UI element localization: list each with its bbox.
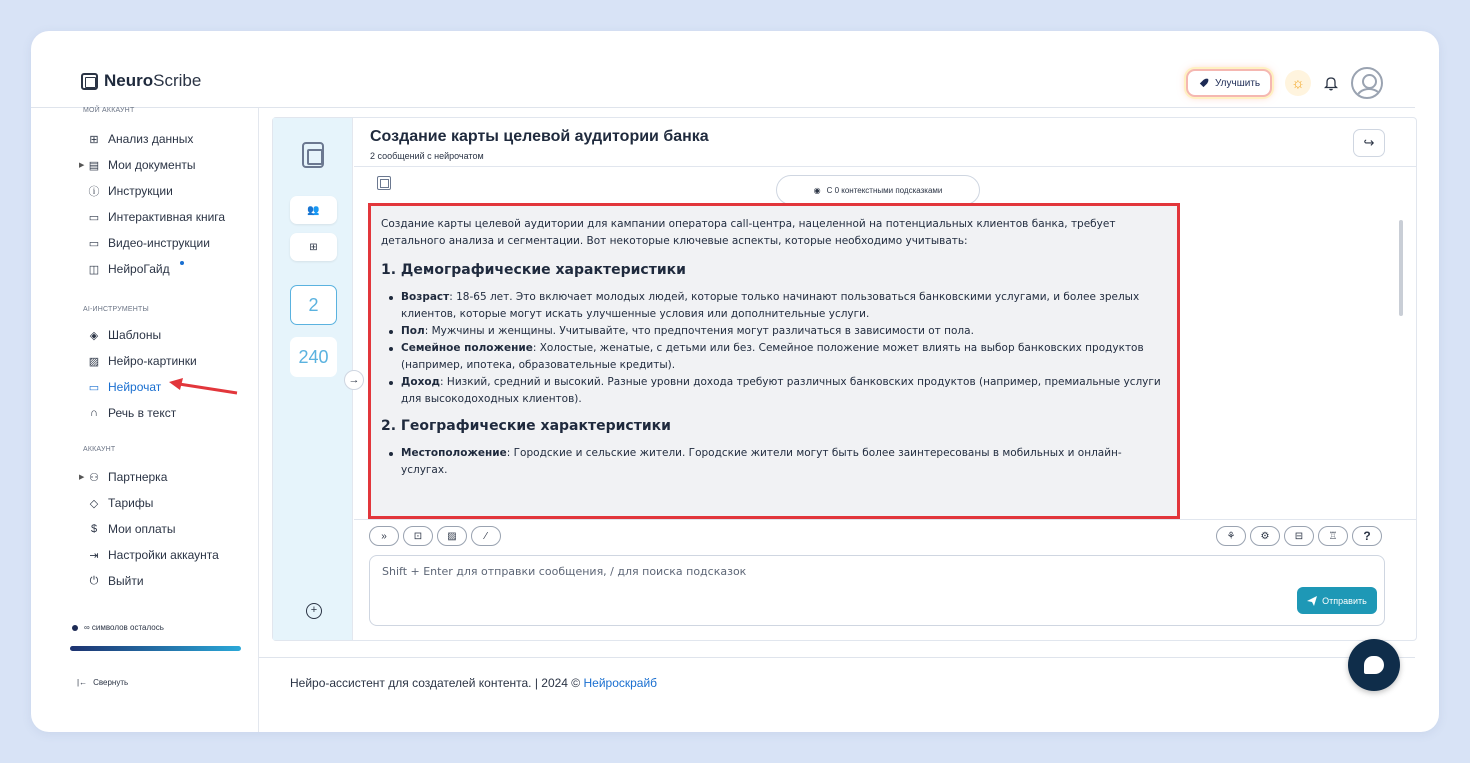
- sidebar-item-partner[interactable]: [88, 470, 167, 484]
- section-label-account: МОЙ АККАУНТ: [83, 107, 135, 114]
- image-icon: ▨: [447, 530, 457, 542]
- help-label: ?: [1363, 529, 1371, 543]
- upgrade-label: Улучшить: [1215, 77, 1261, 89]
- send-icon: [1307, 596, 1317, 606]
- sidebar-item-my-documents[interactable]: [88, 158, 195, 172]
- sun-icon: ☼: [1291, 74, 1305, 92]
- sidebar-item-neuroguide[interactable]: [88, 262, 184, 276]
- chat-left-rail: [273, 118, 353, 640]
- chat-title: Создание карты целевой аудитории банка: [370, 128, 709, 145]
- robot-button[interactable]: [1318, 526, 1348, 546]
- message-intro: Создание карты целевой аудитории для кампании оператора call-центра, нацеленной на потенциальных клиентов банка, требует детального анализа и сегментации. Вот некоторые ключевые аспекты, которые необходимо учитывать:: [381, 218, 1116, 247]
- sidebar-item-label: Видео-инструкции: [108, 236, 210, 250]
- list-item-term: Доход: [401, 376, 441, 388]
- symbols-progress-bar: [70, 646, 241, 651]
- list-item: [389, 374, 1167, 408]
- list-item-term: Семейное положение: [401, 342, 533, 354]
- wand-icon: ⁄: [485, 530, 487, 542]
- share-icon: ↪: [1363, 135, 1375, 150]
- symbols-remaining-label: ∞ символов осталось: [84, 623, 164, 632]
- list-item-text: : Низкий, средний и высокий. Разные уровни дохода требуют различных банковских продуктов (например, премиальные услуги для высокодоходных клиентов).: [401, 376, 1161, 405]
- sidebar-item-video-instructions[interactable]: [88, 236, 210, 250]
- sidebar-item-label: Нейрочат: [108, 380, 162, 394]
- message-composer: [369, 555, 1385, 626]
- sidebar-item-label: Выйти: [108, 574, 144, 588]
- list-item: [389, 445, 1167, 479]
- app-window: [31, 31, 1439, 732]
- section-heading: 2. Географические характеристики: [381, 418, 671, 434]
- footer-link[interactable]: Нейроскрайб: [583, 676, 658, 690]
- avatar[interactable]: [1351, 67, 1383, 99]
- layout-button[interactable]: [1284, 526, 1314, 546]
- add-chat-button[interactable]: +: [306, 603, 322, 619]
- theme-toggle-button[interactable]: [1285, 70, 1311, 96]
- sidebar-item-label: Интерактивная книга: [108, 210, 226, 224]
- collapse-sidebar-button[interactable]: [77, 678, 128, 687]
- layout-icon: ⊟: [1294, 530, 1304, 542]
- divider: [259, 657, 1415, 658]
- headphones-icon: ∩: [90, 407, 98, 419]
- list-item-term: Местоположение: [401, 447, 507, 459]
- chevron-right-icon[interactable]: ▶: [79, 162, 85, 169]
- geography-list: [389, 445, 1167, 479]
- sidebar-item-label: Мои оплаты: [108, 522, 176, 536]
- video-icon: ▭: [88, 237, 100, 250]
- chat-subtitle: 2 сообщений с нейрочатом: [370, 151, 484, 161]
- assistant-avatar-icon: [377, 176, 391, 190]
- sidebar-item-label: Речь в текст: [108, 406, 177, 420]
- power-icon: ⏻: [89, 574, 99, 587]
- expand-arrow-button[interactable]: [344, 370, 364, 390]
- logo-icon: [81, 73, 98, 90]
- context-hints-pill[interactable]: [776, 175, 980, 205]
- brand-bold: Neuro: [104, 71, 154, 90]
- robot-icon: ♖: [1328, 530, 1338, 542]
- sidebar-item-label: Инструкции: [108, 184, 173, 198]
- sidebar-item-label: Настройки аккаунта: [108, 548, 219, 562]
- sidebar-item-account-settings[interactable]: [88, 548, 219, 562]
- list-item-term: Пол: [401, 325, 425, 337]
- sidebar-item-instructions[interactable]: [88, 184, 173, 198]
- gear-icon: ⚙: [1260, 530, 1270, 542]
- chat-panel: [272, 117, 1417, 641]
- message-count-badge: 2: [290, 285, 337, 325]
- sidebar-item-speech-to-text[interactable]: [88, 406, 176, 420]
- puzzle-icon: ⚘: [1226, 530, 1236, 542]
- red-arrow-annotation: [169, 378, 239, 398]
- sidebar-item-data-analysis[interactable]: [88, 132, 193, 146]
- demographics-list: [389, 289, 1167, 408]
- list-item: [389, 289, 1167, 323]
- send-label: Отправить: [1322, 595, 1367, 606]
- image-icon: ▨: [88, 355, 100, 368]
- sidebar-item-templates[interactable]: [88, 328, 161, 342]
- document-icon: ▤: [88, 159, 100, 172]
- support-chat-button[interactable]: [1348, 639, 1400, 691]
- grid-icon: ⊞: [309, 241, 318, 253]
- magic-wand-button[interactable]: [471, 526, 501, 546]
- users-icon: ⚇: [89, 471, 99, 484]
- list-item-text: : Городские и сельские жители. Городские жители могут быть более заинтересованы в мобильных и онлайн-услугах.: [401, 447, 1122, 476]
- palette-icon: ◉: [813, 185, 821, 195]
- section-heading: 1. Демографические характеристики: [381, 262, 686, 278]
- sidebar-item-label: Шаблоны: [108, 328, 162, 342]
- export-button[interactable]: [403, 526, 433, 546]
- scroll-down-button[interactable]: [369, 526, 399, 546]
- list-item-text: : Мужчины и женщины. Учитывайте, что предпочтения могут различаться в зависимости от пола.: [424, 325, 974, 337]
- send-button[interactable]: [1297, 587, 1377, 614]
- plugin-button[interactable]: [1216, 526, 1246, 546]
- upgrade-button[interactable]: [1186, 69, 1272, 97]
- message-input[interactable]: [382, 565, 1262, 578]
- sidebar-item-interactive-book[interactable]: [88, 210, 225, 224]
- help-circle-icon: ⓘ: [88, 186, 100, 198]
- sidebar-item-label: Тарифы: [108, 496, 154, 510]
- total-count-badge: 240: [290, 337, 337, 377]
- sidebar-item-label: Нейро-картинки: [108, 354, 197, 368]
- guide-icon: ◫: [88, 263, 100, 276]
- book-icon: ▭: [88, 211, 100, 224]
- chevron-right-icon[interactable]: ▶: [79, 474, 85, 481]
- dollar-icon: $: [90, 523, 98, 535]
- sidebar-item-logout[interactable]: [88, 574, 144, 588]
- tag-icon: ◇: [89, 497, 99, 510]
- sidebar-item-neuro-images[interactable]: [88, 354, 197, 368]
- list-item-text: : Холостые, женатые, с детьми или без. Семейное положение может влиять на выбор банковских продуктов (например, ипотека, образовательные кредиты).: [401, 342, 1144, 371]
- collapse-icon: |←: [77, 678, 88, 687]
- settings-button[interactable]: [1250, 526, 1280, 546]
- grid-button[interactable]: [290, 233, 337, 261]
- users-icon: 👥: [307, 204, 320, 216]
- section-label-account-settings: АККАУНТ: [83, 446, 116, 453]
- share-button[interactable]: [1353, 129, 1385, 157]
- context-hints-label: С 0 контекстными подсказками: [826, 185, 943, 195]
- collapse-label: Свернуть: [93, 678, 129, 687]
- sidebar: [31, 108, 259, 732]
- list-item: [389, 340, 1167, 374]
- sidebar-item-tariffs[interactable]: [88, 496, 153, 510]
- composer-toolbar-left: [369, 526, 501, 546]
- notifications-button[interactable]: [1319, 71, 1343, 95]
- status-dot: [72, 625, 78, 631]
- assistant-message: [368, 203, 1180, 519]
- brand-light: Scribe: [153, 71, 202, 90]
- sidebar-item-neurochat[interactable]: [88, 380, 161, 394]
- sidebar-item-payments[interactable]: [88, 522, 176, 536]
- rocket-icon: [1198, 78, 1209, 89]
- footer: [290, 676, 657, 690]
- section-label-ai-tools: AI-ИНСТРУМЕНТЫ: [83, 306, 149, 313]
- divider: [354, 519, 1416, 520]
- footer-text: Нейро-ассистент для создателей контента. | 2024 ©: [290, 676, 584, 690]
- image-button[interactable]: [437, 526, 467, 546]
- composer-toolbar-right: [1216, 526, 1382, 546]
- save-icon: ⊡: [413, 530, 423, 542]
- top-bar: [31, 31, 1415, 108]
- sidebar-item-label: Мои документы: [108, 158, 196, 172]
- sidebar-item-label: НейроГайд: [108, 262, 170, 276]
- arrow-right-icon: →: [348, 374, 360, 386]
- symbols-remaining: [72, 623, 164, 632]
- users-button[interactable]: [290, 196, 337, 224]
- sidebar-item-label: Анализ данных: [108, 132, 194, 146]
- scrollbar[interactable]: [1399, 220, 1403, 316]
- grid-icon: ⊞: [89, 133, 99, 146]
- list-item-text: : 18-65 лет. Это включает молодых людей, которые только начинают пользоваться банковскими услугами, и более зрелых клиентов, которые могут искать улучшенные условия или дополнительные услуги.: [401, 291, 1140, 320]
- list-item: [389, 323, 1167, 340]
- settings-icon: ⇥: [89, 549, 99, 562]
- divider: [354, 166, 1416, 167]
- bell-icon: [1324, 75, 1338, 91]
- list-item-term: Возраст: [401, 291, 450, 303]
- sidebar-item-label: Партнерка: [108, 470, 168, 484]
- layers-icon: ◈: [89, 329, 99, 342]
- help-button[interactable]: [1352, 526, 1382, 546]
- chat-icon: ▭: [88, 381, 100, 394]
- chevrons-down-icon: »: [381, 530, 387, 542]
- new-indicator-dot: [180, 261, 184, 265]
- logo[interactable]: [81, 71, 201, 91]
- app-mark-icon: [302, 142, 324, 168]
